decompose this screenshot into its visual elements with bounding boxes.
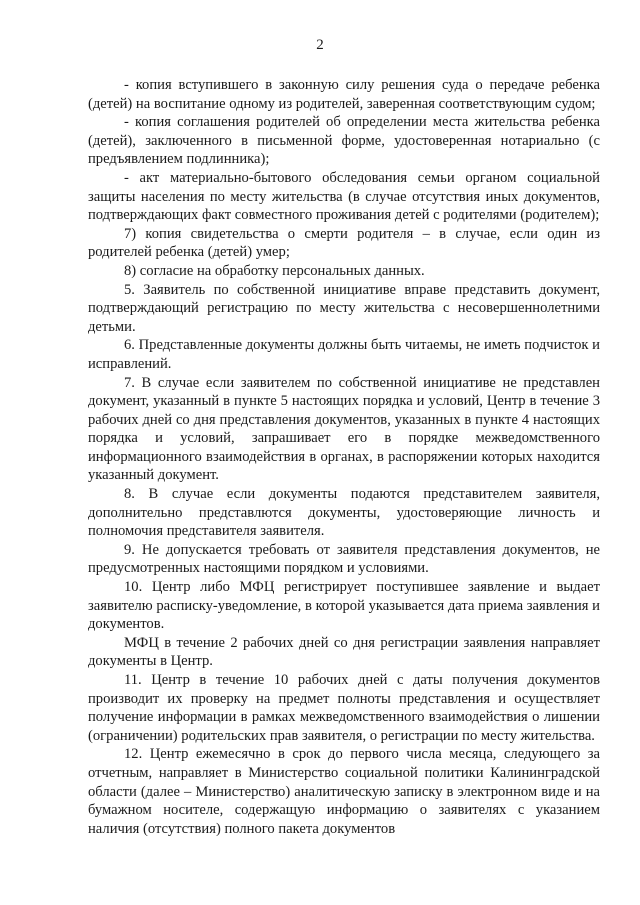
document-body (88, 76, 600, 838)
paragraph-court-decision-copy: - копия вступившего в законную силу решения суда о передаче ребенка (детей) на воспитание одному из родителей, заверенная соответствующим судом; (88, 77, 600, 112)
paragraph-clause-11: 11. Центр в течение 10 рабочих дней с даты получения документов производит их проверку на предмет полноты представления и осуществляет получение информации в рамках межведомственного взаимодействия о лишении (ограничении) родительских прав заявителя, о регистрации по месту жительства. (88, 672, 600, 744)
paragraph-living-conditions-act: - акт материально-бытового обследования семьи органом социальной защиты населения по месту жительства (в случае отсутствия иных документов, подтверждающих факт совместного проживания детей с родителями (родителем); (88, 169, 600, 224)
paragraph-mfc-transfer: МФЦ в течение 2 рабочих дней со дня регистрации заявления направляет документы в Центр. (88, 634, 600, 670)
paragraph-clause-9: 9. Не допускается требовать от заявителя представления документов, не предусмотренных настоящими порядком и условиями. (88, 541, 600, 577)
paragraph-clause-10: 10. Центр либо МФЦ регистрирует поступившее заявление и выдает заявителю расписку-уведомление, в которой указывается дата приема заявления и документов. (88, 579, 600, 633)
paragraph-clause-6: 6. Представленные документы должны быть читаемы, не иметь подчисток и исправлений. (88, 337, 600, 372)
paragraph-item-7-death-certificate: 7) копия свидетельства о смерти родителя – в случае, если один из родителей ребенка (детей) умер; (88, 225, 600, 261)
paragraph-clause-5: 5. Заявитель по собственной инициативе вправе представить документ, подтверждающий регистрацию по месту жительства с несовершеннолетними детьми. (88, 281, 600, 335)
paragraph-clause-7: 7. В случае если заявителем по собственной инициативе не представлен документ, указанный в пункте 5 настоящих порядка и условий, Центр в течение 3 рабочих дней со дня представления документов, указанных в пункте 4 настоящих порядка и условий, запрашивает его в порядке межведомственного информационного взаимодействия в органах, в распоряжении которых находится указанный документ. (88, 374, 600, 484)
paragraph-item-8-consent: 8) согласие на обработку персональных данных. (124, 262, 425, 279)
page-number: 2 (316, 37, 324, 53)
paragraph-clause-8: 8. В случае если документы подаются представителем заявителя, дополнительно представлются документы, удостоверяющие личность и полномочия представителя заявителя. (88, 486, 600, 540)
paragraph-parents-agreement-copy: - копия соглашения родителей об определении места жительства ребенка (детей), заключенного в письменной форме, удостоверенная нотариально (с предъявлением подлинника); (88, 114, 600, 168)
paragraph-clause-12: 12. Центр ежемесячно в срок до первого числа месяца, следующего за отчетным, направляет в Министерство социальной политики Калининградской области (далее – Министерство) аналитическую записку в электронном виде и на бумажном носителе, содержащую информацию о заявителях с указанием наличия (отсутствия) полного пакета документов (88, 746, 600, 837)
